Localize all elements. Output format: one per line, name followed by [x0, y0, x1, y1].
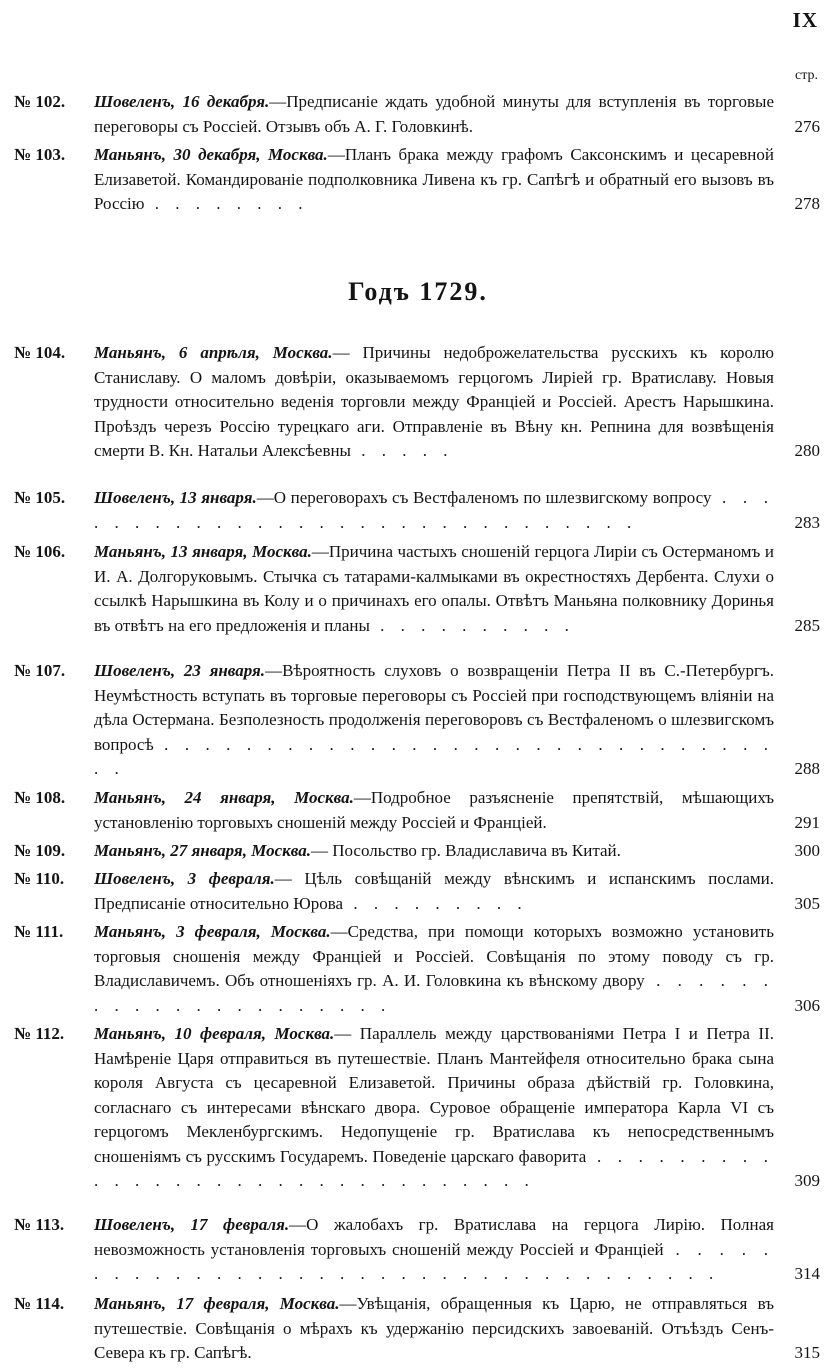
entry-text: —Планъ брака между графомъ Саксонскимъ и цесаревной Елизаветой. Командированіе подполковника Ливена къ гр. Сапѣгѣ и обратный его вызовъ въ Россію: [94, 145, 774, 213]
entry-page: 278: [794, 194, 820, 213]
entry-number: № 102.: [14, 92, 66, 111]
entry-author: Маньянъ, 17 февраля, Москва.: [94, 1294, 340, 1313]
dot-leader: . . . . . . . . . . . . . . . . . . . . . . . . . . . . . . .: [94, 1146, 775, 1190]
dot-leader: . . . . . . . . . . . . . . . . . . . . .: [94, 971, 774, 1015]
entry-number: № 103.: [14, 145, 66, 164]
page-number: IX: [792, 8, 818, 32]
entry-page: 276: [794, 116, 820, 136]
entry-number: № 109.: [14, 841, 66, 860]
entry-author: Шовеленъ, 23 января.: [94, 661, 266, 680]
entry-text: —О жалобахъ гр. Вратислава на герцога Лирію. Полная невозможность установленія торговыхъ сношеній между Россіей и Франціей: [94, 1215, 775, 1259]
dot-leader: . . . . . . . . . . . . . . . . . . . . . . . . . . . . . . . . . . . .: [94, 1239, 775, 1283]
entry-number: № 114.: [14, 1294, 65, 1313]
entry-author: Шовеленъ, 3 февраля.: [94, 869, 275, 888]
entry-author: Маньянъ, 13 января, Москва.: [94, 542, 312, 561]
entry-body: [94, 1292, 774, 1366]
entry-author: Маньянъ, 30 декабря, Москва.: [94, 145, 328, 164]
toc-entry-112: [14, 1022, 820, 1194]
entry-text: —Увѣщанія, обращенныя къ Царю, не отправляться въ путешествіе. Совѣщанія о мѣрахъ къ удержанію персидскихъ завоеваній. Отъѣздъ Сенъ-Севера къ гр. Сапѣгѣ.: [94, 1294, 774, 1362]
entry-page: 300: [794, 841, 820, 860]
entry-page: 315: [794, 1343, 820, 1362]
entry-number: № 106.: [14, 542, 66, 561]
entry-author: Шовеленъ, 13 января.: [94, 488, 257, 507]
entry-text: —Подробное разъясненіе препятствій, мѣшающихъ установленію торговыхъ сношеній между Россіей и Франціей.: [94, 788, 774, 832]
entry-author: Маньянъ, 6 апрѣля, Москва.: [94, 343, 333, 362]
toc-entry-110: [14, 867, 820, 916]
entry-number: № 105.: [14, 488, 66, 507]
dot-leader: . . . . .: [350, 441, 454, 460]
entry-page: 291: [794, 812, 820, 832]
year-heading: Годъ 1729.: [348, 277, 488, 306]
entry-number: № 113.: [14, 1215, 65, 1234]
entry-text: —О переговорахъ съ Вестфаленомъ по шлезвигскому вопросу: [256, 488, 712, 507]
toc-entry-103: [14, 143, 820, 217]
entry-author: Маньянъ, 10 февраля, Москва.: [94, 1024, 335, 1043]
entry-page: 309: [794, 1171, 820, 1190]
entry-body: [94, 1022, 774, 1194]
dot-leader: . . . . . . . . . . . . . . . . . . . . . . . . . . . . . .: [94, 488, 774, 532]
entry-number: № 110.: [14, 869, 65, 888]
toc-entry-109: [14, 839, 820, 864]
entry-body: [94, 143, 774, 217]
entry-body: [94, 786, 774, 835]
entry-body: [94, 839, 774, 864]
entry-body: [94, 1213, 774, 1287]
entry-body: [94, 920, 774, 1018]
entry-author: Шовеленъ, 16 декабря.: [94, 92, 270, 111]
toc-entry-104: [14, 341, 820, 464]
entry-author: Маньянъ, 24 января, Москва.: [94, 788, 354, 807]
entry-page: 306: [794, 995, 820, 1015]
entry-body: [94, 540, 774, 638]
entry-body: [94, 659, 774, 782]
entry-body: [94, 341, 774, 464]
entry-text: — Причины недоброжелательства русскихъ къ королю Станиславу. О маломъ довѣріи, оказываемомъ герцогомъ Лиріей гр. Вратиславу. Новыя трудности относительно веденія торговли между Франціей и Россіей. Арестъ Нарышкина. Проѣздъ черезъ Россію турецкаго аги. Отправленіе въ Вѣну кн. Репнина для возвѣщенія смерти В. Кн. Натальи Алексѣевны: [94, 343, 774, 460]
toc-entry-107: [14, 659, 820, 782]
entry-number: № 104.: [14, 343, 66, 362]
entry-page: 305: [794, 893, 820, 913]
entry-number: № 111.: [14, 922, 64, 941]
entry-page: 283: [794, 512, 820, 532]
entry-body: [94, 90, 774, 139]
dot-leader: . . . . . . . . . . . . . . . . . . . . . . . . . . . . . . . .: [94, 734, 774, 778]
toc-entry-105: [14, 486, 820, 535]
entry-author: Маньянъ, 27 января, Москва.: [94, 841, 311, 860]
entry-body: [94, 867, 774, 916]
toc-entry-106: [14, 540, 820, 638]
entry-text: —Средства, при помощи которыхъ возможно установить торговыя сношенія между Франціей и Россіей. Совѣщанія по этому поводу съ гр. Владиславичемъ. Объ отношеніяхъ гр. А. И. Головкина къ вѣнскому двору: [94, 922, 774, 990]
entry-text: — Параллель между царствованіями Петра I и Петра II. Намѣреніе Царя отправиться въ путешествіе. Планъ Мантейфеля относительно брака сына короля Августа съ цесаревной Елизаветой. Причины образа дѣйствій гр. Головкина, согласнаго съ интересами вѣнскаго двора. Суровое обращеніе императора Карла VI съ герцогомъ Мекленбургскимъ. Недопущеніе гр. Вратислава къ непосредственнымъ сношеніямъ съ русскимъ Государемъ. Поведеніе царскаго фаворита: [94, 1024, 774, 1166]
toc-entry-113: [14, 1213, 820, 1287]
entry-number: № 107.: [14, 661, 66, 680]
entry-number: № 108.: [14, 788, 66, 807]
entry-author: Маньянъ, 3 февраля, Москва.: [94, 922, 331, 941]
entry-number: № 112.: [14, 1024, 65, 1043]
dot-leader: . . . . . . . . .: [343, 893, 528, 913]
entry-body: [94, 486, 774, 535]
pages-column-label: стр.: [794, 68, 818, 83]
entry-page: 280: [794, 441, 820, 460]
toc-entry-102: [14, 90, 820, 139]
toc-entry-111: [14, 920, 820, 1018]
dot-leader: . . . . . . . . . .: [369, 615, 575, 635]
entry-page: 288: [794, 759, 820, 778]
entry-text: — Цѣль совѣщаній между вѣнскимъ и испанскимъ послами. Предписаніе относительно Юрова: [94, 869, 774, 913]
entry-text: —Вѣроятность слуховъ о возвращеніи Петра II въ С.-Петербургъ. Неумѣстность вступать въ торговые переговоры съ Россіей при господствующемъ вліяніи на дѣла Остермана. Безполезность продолженія переговоровъ съ Вестфаленомъ о шлезвигскомъ вопросѣ: [94, 661, 774, 754]
entry-text: — Посольство гр. Владиславича въ Китай.: [310, 841, 621, 860]
entry-author: Шовеленъ, 17 февраля.: [94, 1215, 290, 1234]
entry-text: —Причина частыхъ сношеній герцога Лиріи съ Остерманомъ и И. А. Долгоруковымъ. Стычка съ татарами-калмыками въ окрестностяхъ Дербента. Слухи о ссылкѣ Нарышкина въ Колу и о причинахъ его опалы. Отвѣтъ Маньяна полковнику Доринья въ отвѣтъ на его предложенія и планы: [94, 542, 774, 635]
toc-entry-108: [14, 786, 820, 835]
entry-page: 314: [794, 1264, 820, 1283]
toc-entry-114: [14, 1292, 820, 1366]
dot-leader: . . . . . . . .: [144, 194, 309, 213]
entry-text: —Предписаніе ждать удобной минуты для вступленія въ торговые переговоры съ Россіей. Отзывъ объ А. Г. Головкинѣ.: [94, 92, 774, 136]
entry-page: 285: [794, 615, 820, 635]
